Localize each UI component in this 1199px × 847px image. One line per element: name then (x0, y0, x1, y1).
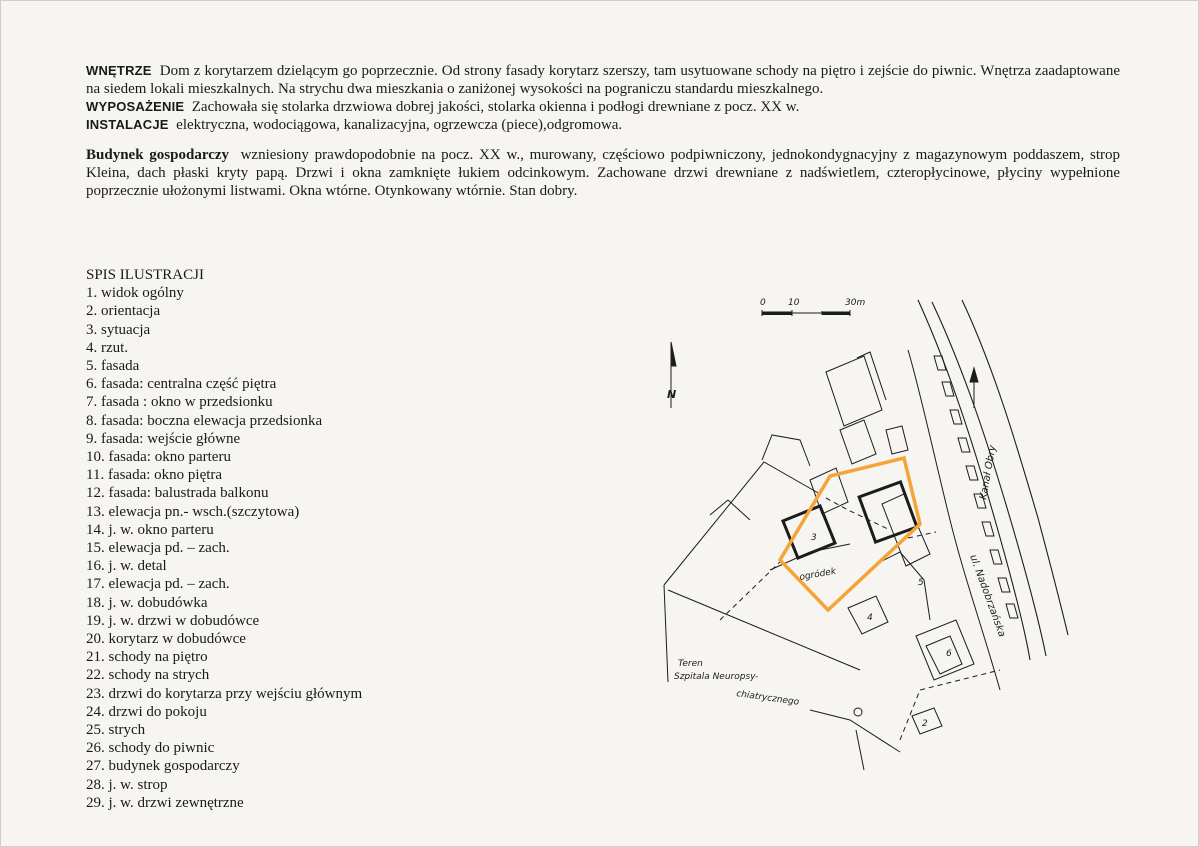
illustration-item: 28. j. w. strop (86, 776, 168, 793)
hospital-label-1: Teren (678, 659, 703, 669)
illustration-item: 20. korytarz w dobudówce (86, 631, 246, 648)
illustration-list-heading: SPIS ILUSTRACJI (86, 267, 204, 283)
flow-arrow (970, 368, 978, 408)
scale-zero: 0 (760, 298, 766, 308)
illustration-item: 19. j. w. drzwi w dobudówce (86, 612, 260, 629)
illustration-item: 17. elewacja pd. – zach. (86, 576, 230, 593)
building-number-2: 2 (922, 719, 928, 729)
illustration-item: 23. drzwi do korytarza przy wejściu głównym (86, 685, 363, 702)
illustration-item: 18. j. w. dobudówka (86, 594, 208, 611)
illustration-item: 8. fasada: boczna elewacja przedsionka (86, 412, 323, 429)
interior-label: WNĘTRZE (86, 63, 152, 78)
illustration-item: 4. rzut. (86, 339, 129, 356)
illustration-item: 16. j. w. detal (86, 558, 167, 575)
equipment-label: WYPOSAŻENIE (86, 99, 185, 114)
illustration-item: 27. budynek gospodarczy (86, 758, 240, 775)
equipment-paragraph (86, 98, 1120, 116)
illustration-item: 21. schody na piętro (86, 649, 208, 666)
illustration-item: 14. j. w. okno parteru (86, 521, 214, 538)
scale-end: 30m (845, 298, 866, 308)
interior-text: Dom z korytarzem dzielącym go poprzecznie. Od strony fasady korytarz szerszy, tam usytuowane schody na piętro i zejście do piwnic. Wnętrza zaadaptowane na siedem lokali mieszkalnych. Na strychu dwa mieszkania o zaniżonej wysokości na pograniczu standardu mieszkalnego. (86, 63, 1120, 97)
illustration-item: 15. elewacja pd. – zach. (86, 540, 230, 557)
hospital-label-3: chiatrycznego (735, 689, 800, 708)
illustration-item: 1. widok ogólny (86, 285, 184, 302)
outbuilding-label: Budynek gospodarczy (86, 147, 230, 163)
illustration-item: 22. schody na strych (86, 667, 210, 684)
illustration-item: 6. fasada: centralna część piętra (86, 376, 277, 393)
outbuilding-paragraph (86, 146, 1120, 200)
illustration-item: 5. fasada (86, 358, 140, 375)
illustration-item: 25. strych (86, 722, 146, 739)
site-plan-map (650, 290, 1070, 770)
illustration-item: 11. fasada: okno piętra (86, 467, 223, 484)
illustration-item: 9. fasada: wejście główne (86, 430, 241, 447)
street-edge (908, 350, 1000, 690)
description-block (86, 62, 1120, 200)
illustration-item: 24. drzwi do pokoju (86, 703, 207, 720)
illustration-item: 29. j. w. drzwi zewnętrzne (86, 794, 244, 811)
illustration-item: 7. fasada : okno w przedsionku (86, 394, 273, 411)
building-number-5: 5 (918, 578, 924, 588)
dashed-lines (720, 498, 1000, 740)
illustration-item: 3. sytuacja (86, 321, 151, 338)
illustration-list (86, 266, 466, 812)
garden-label: ogródek (798, 566, 837, 583)
canal-label: Kanał Obry (978, 444, 999, 501)
equipment-text: Zachowała się stolarka drzwiowa dobrej jakości, stolarka okienna i podłogi drewniane z pocz. XX w. (191, 99, 800, 115)
installations-label: INSTALACJE (86, 117, 169, 132)
outbuilding-text: wzniesiony prawdopodobnie na pocz. XX w., murowany, częściowo podpiwniczony, jednokondygnacyjny z magazynowym poddaszem, strop Kleina, dach płaski kryty papą. Drzwi i okna zamknięte łukiem odcinkowym. Zachowane drzwi drewniane z nadświetlem, czteropłycinowe, płyciny wypełnione poprzecznie ułożonymi listwami. Okna wtórne. Otynkowany wtórnie. Stan dobry. (86, 147, 1120, 199)
illustration-item: 26. schody do piwnic (86, 740, 215, 757)
hospital-label-2: Szpitala Neuropsy- (674, 672, 759, 682)
installations-paragraph (86, 116, 1120, 134)
installations-text: elektryczna, wodociągowa, kanalizacyjna, ogrzewcza (piece),odgromowa. (176, 117, 623, 133)
scale-mid: 10 (788, 298, 800, 308)
street-label: ul. Nadobrzańska (967, 553, 1008, 639)
illustration-item: 12. fasada: balustrada balkonu (86, 485, 269, 502)
building-number-3: 3 (811, 533, 817, 543)
interior-paragraph (86, 62, 1120, 98)
illustration-item: 2. orientacja (86, 303, 161, 320)
illustration-item: 13. elewacja pn.- wsch.(szczytowa) (86, 503, 300, 520)
building-number-6: 6 (946, 649, 952, 659)
building-number-4: 4 (867, 613, 873, 623)
illustration-items (86, 284, 466, 812)
north-label: N (667, 388, 677, 401)
well-mark (854, 708, 862, 716)
illustration-item: 10. fasada: okno parteru (86, 449, 231, 466)
scale-bar (762, 310, 850, 316)
